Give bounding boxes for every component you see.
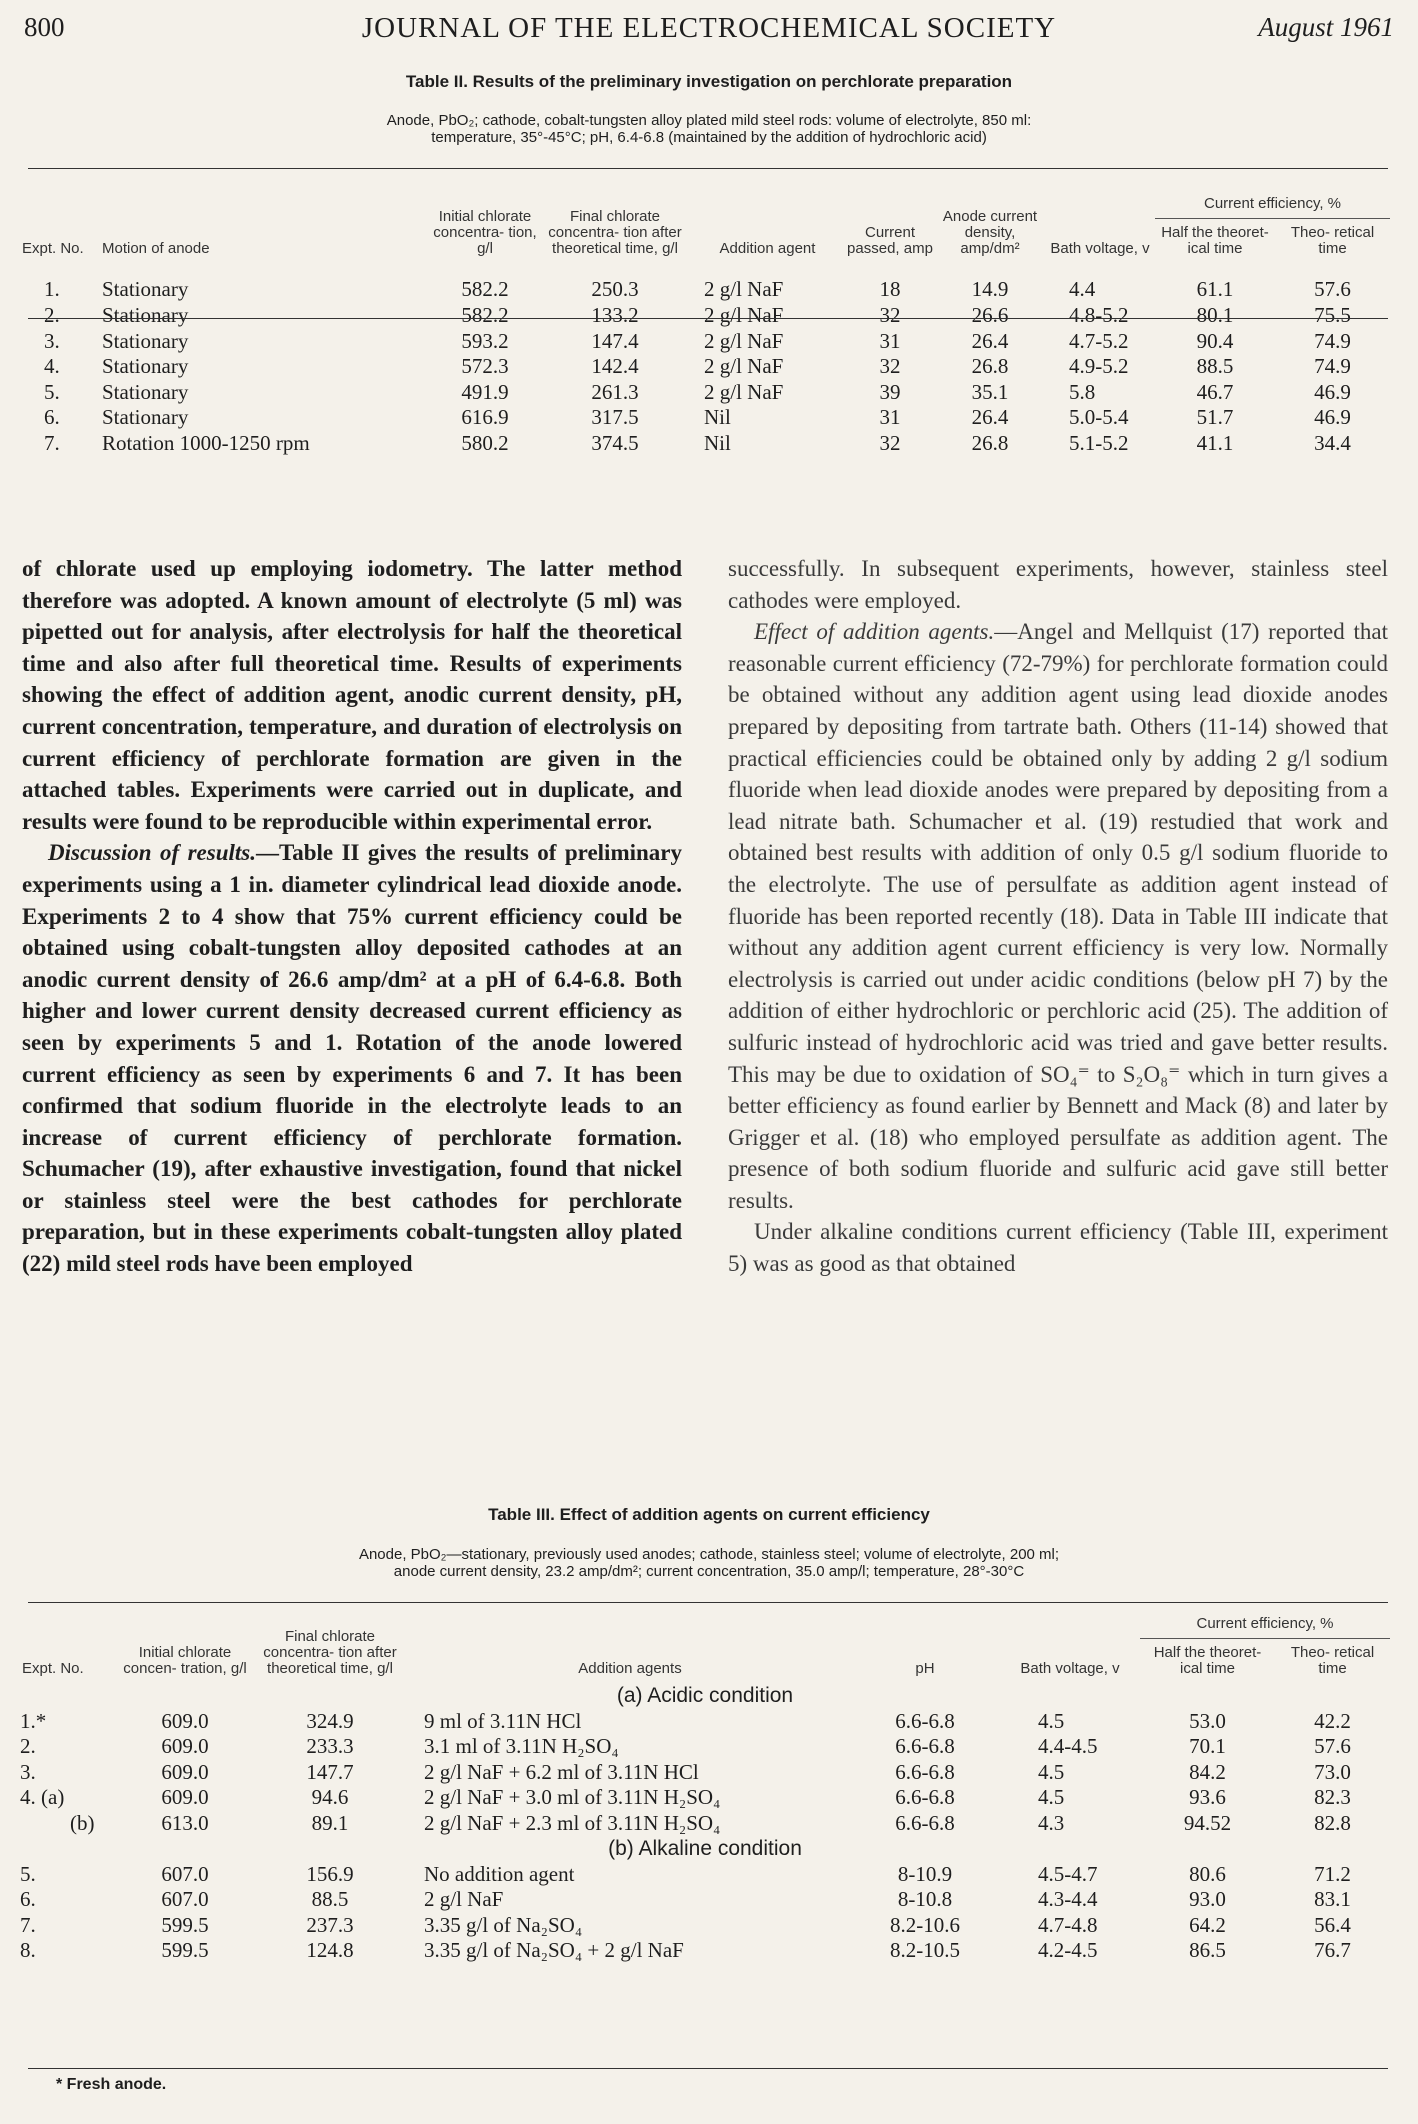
table3-cell-ph: 6.6-6.8 xyxy=(895,1734,955,1758)
table2-cell-density: 26.4 xyxy=(971,328,1009,353)
table3-cell-theo: 57.6 xyxy=(1314,1734,1351,1758)
table2-cell-motion: Stationary xyxy=(102,379,189,404)
table3-cell-agent: 2 g/l NaF + 3.0 ml of 3.11N H₂SO₄ xyxy=(424,1785,721,1809)
table2-cell-voltage: 4.7-5.2 xyxy=(1069,328,1129,353)
table2-note-line2: temperature, 35°-45°C; pH, 6.4-6.8 (maintained by the addition of hydrochloric acid) xyxy=(431,129,987,146)
table2-cell-current: 39 xyxy=(879,379,901,404)
paragraph: of chlorate used up employing iodometry. The latter method therefore was adopted. A known amount of electrolyte (5 ml) was pipetted out for analysis, after electrolysis for half the theoretical time and also after full theoretical time. Results of experiments showing the effect of addition agent, anodic current density, pH, current concentration, temperature, and duration of electrolysis on current efficiency of perchlorate formation are given in the attached tables. Experiments were carried out in duplicate, and results were found to be reproducible within experimental error. xyxy=(22,556,682,834)
table2-cell-initial: 580.2 xyxy=(461,430,509,455)
table3-cell-theo: 83.1 xyxy=(1314,1887,1351,1911)
table3-cell-no: 8. xyxy=(20,1938,36,1962)
table2-cell-current: 31 xyxy=(879,328,901,353)
table2-header-initial: Initial chlorate concentra- tion, g/l xyxy=(433,208,537,257)
table2-cell-motion: Stationary xyxy=(102,328,189,353)
table3-cell-no: 4. (a) xyxy=(20,1785,65,1809)
table3-section-row xyxy=(20,1836,1390,1862)
table3-cell-final: 233.3 xyxy=(306,1734,354,1758)
journal-title: JOURNAL OF THE ELECTROCHEMICAL SOCIETY xyxy=(361,12,1057,44)
paragraph-heading: Effect of addition agents. xyxy=(754,619,995,645)
table2-body xyxy=(20,263,1390,456)
table3-header-half: Half the theoret- ical time xyxy=(1153,1644,1262,1677)
table2-header-half: Half the theoret- ical time xyxy=(1161,224,1269,257)
table3-cell-half: 70.1 xyxy=(1189,1734,1226,1758)
table2-cell-density: 26.8 xyxy=(971,430,1009,455)
table3-cell-final: 88.5 xyxy=(311,1887,349,1911)
table2-note-line1: Anode, PbO₂; cathode, cobalt-tungsten alloy plated mild steel rods: volume of electrolyte, 850 ml: xyxy=(386,112,1032,129)
table2-cell-initial: 593.2 xyxy=(461,328,509,353)
table3-cell-half: 94.52 xyxy=(1183,1810,1232,1835)
table3-header-final: Final chlorate concentra- tion after theoretical time, g/l xyxy=(263,1628,397,1677)
table3-cell-half: 80.6 xyxy=(1189,1861,1226,1886)
table2-cell-final: 261.3 xyxy=(591,379,639,404)
table2-cell-half: 80.1 xyxy=(1196,303,1234,327)
table3-cell-initial: 609.0 xyxy=(161,1785,209,1809)
table-row xyxy=(20,354,1390,380)
table-row xyxy=(20,1760,1390,1786)
table3-cell-initial: 609.0 xyxy=(161,1759,209,1784)
table3-cell-agent: No addition agent xyxy=(424,1861,575,1886)
table3-cell-voltage: 4.3-4.4 xyxy=(1038,1887,1098,1911)
table3-cell-voltage: 4.5 xyxy=(1038,1785,1065,1809)
right-text-column xyxy=(728,553,1388,1280)
table2-cell-initial: 582.2 xyxy=(461,303,509,327)
table3-header-ph: pH xyxy=(915,1660,935,1677)
table3-cell-final: 147.7 xyxy=(306,1759,354,1784)
table2-header-expt: Expt. No. xyxy=(22,240,84,257)
table3-cell-half: 93.0 xyxy=(1189,1887,1226,1911)
table-row xyxy=(20,1913,1390,1939)
table2-cell-density: 26.6 xyxy=(971,303,1009,327)
table2-cell-no: 7. xyxy=(44,430,60,455)
table2-cell-voltage: 5.1-5.2 xyxy=(1069,430,1129,455)
table2-cell-density: 26.8 xyxy=(971,354,1009,378)
table-row xyxy=(20,431,1390,457)
running-header xyxy=(24,10,1394,50)
table3-cell-voltage: 4.4-4.5 xyxy=(1038,1734,1098,1758)
table2-cell-no: 2. xyxy=(44,303,60,327)
table3-cell-ph: 6.6-6.8 xyxy=(895,1759,955,1784)
table3-cell-agent: 2 g/l NaF + 2.3 ml of 3.11N H₂SO₄ xyxy=(424,1810,721,1835)
table-row xyxy=(20,1734,1390,1760)
table-row xyxy=(20,1938,1390,1964)
table2-header-addition: Addition agent xyxy=(719,240,816,257)
table2-cell-theo: 75.5 xyxy=(1314,303,1351,327)
table2-cell-no: 3. xyxy=(44,328,60,353)
table2-cell-agent: 2 g/l NaF xyxy=(704,277,784,302)
table2-cell-final: 133.2 xyxy=(591,303,639,327)
table3-cell-theo: 42.2 xyxy=(1314,1708,1351,1733)
table2-cell-voltage: 5.8 xyxy=(1069,379,1096,404)
paragraph-heading: Discussion of results. xyxy=(48,840,256,866)
table3-cell-half: 64.2 xyxy=(1189,1912,1226,1937)
table3-cell-ph: 8-10.9 xyxy=(897,1861,953,1886)
table2-header-efficiency: Current efficiency, % xyxy=(1155,196,1390,219)
table3-cell-no: 1.* xyxy=(20,1708,47,1733)
table2-header-current: Current passed, amp xyxy=(847,224,933,257)
table3-cell-agent: 2 g/l NaF + 6.2 ml of 3.11N HCl xyxy=(424,1759,699,1784)
table3-cell-half: 86.5 xyxy=(1189,1938,1226,1962)
table3-cell-half: 93.6 xyxy=(1189,1785,1226,1809)
table2-cell-half: 51.7 xyxy=(1196,405,1234,429)
paragraph xyxy=(22,837,682,1279)
table3-cell-no: 6. xyxy=(20,1887,36,1911)
table3-section-row xyxy=(20,1683,1390,1709)
table-row xyxy=(20,303,1390,329)
table2-cell-agent: 2 g/l NaF xyxy=(704,303,784,327)
paragraph: successfully. In subsequent experiments, however, stainless steel cathodes were employed. xyxy=(728,556,1388,613)
table3-cell-theo: 76.7 xyxy=(1314,1938,1351,1962)
table3-cell-initial: 613.0 xyxy=(161,1810,209,1835)
table3-cell-theo: 71.2 xyxy=(1314,1861,1351,1886)
table3-header-agents: Addition agents xyxy=(578,1660,682,1677)
table2-cell-theo: 57.6 xyxy=(1314,277,1351,302)
table2-cell-agent: 2 g/l NaF xyxy=(704,328,784,353)
table-row xyxy=(20,1709,1390,1735)
table2-cell-initial: 582.2 xyxy=(461,277,509,302)
table2-cell-theo: 46.9 xyxy=(1314,405,1351,429)
table3-cell-initial: 599.5 xyxy=(161,1912,209,1937)
table3-cell-initial: 609.0 xyxy=(161,1708,209,1733)
table2-header-motion: Motion of anode xyxy=(102,240,210,257)
table3-note-line1: Anode, PbO₂—stationary, previously used anodes; cathode, stainless steel; volume of electrolyte, 200 ml; xyxy=(358,1546,1060,1563)
table2-cell-current: 18 xyxy=(879,277,901,302)
table3-cell-final: 89.1 xyxy=(311,1810,349,1835)
table-row xyxy=(20,1785,1390,1811)
table2-cell-initial: 572.3 xyxy=(461,354,509,378)
table-row xyxy=(20,1811,1390,1837)
table3-cell-ph: 6.6-6.8 xyxy=(895,1810,955,1835)
table2-cell-motion: Stationary xyxy=(102,277,189,302)
table2-cell-current: 32 xyxy=(879,303,901,327)
table3-header-efficiency: Current efficiency, % xyxy=(1140,1616,1390,1639)
table3-cell-no: 2. xyxy=(20,1734,36,1758)
table3-cell-final: 156.9 xyxy=(306,1861,354,1886)
table2-cell-theo: 34.4 xyxy=(1314,430,1351,455)
table2-top-rule xyxy=(28,168,1388,169)
table3-cell-theo: 73.0 xyxy=(1314,1759,1351,1784)
table2-cell-final: 317.5 xyxy=(591,405,639,429)
table3-cell-final: 324.9 xyxy=(306,1708,354,1733)
paragraph: Under alkaline conditions current efficiency (Table III, experiment 5) was as good as that obtained xyxy=(728,1219,1388,1277)
table2-cell-voltage: 4.4 xyxy=(1069,277,1096,302)
table3-cell-theo: 56.4 xyxy=(1314,1912,1351,1937)
table-row xyxy=(20,263,1390,303)
table3-cell-agent: 9 ml of 3.11N HCl xyxy=(424,1708,582,1733)
table3-cell-voltage: 4.5 xyxy=(1038,1708,1065,1733)
table3-cell-voltage: 4.3 xyxy=(1038,1810,1065,1835)
table2-cell-motion: Rotation 1000-1250 rpm xyxy=(102,430,310,455)
table3-cell-final: 124.8 xyxy=(306,1938,354,1962)
table3-cell-ph: 8.2-10.6 xyxy=(890,1912,960,1937)
table3-body xyxy=(20,1683,1390,1964)
table2-cell-no: 1. xyxy=(44,277,60,302)
table3-cell-no: 3. xyxy=(20,1759,36,1784)
table2-cell-voltage: 5.0-5.4 xyxy=(1069,405,1129,429)
table3-cell-initial: 607.0 xyxy=(161,1861,209,1886)
table3-cell-final: 237.3 xyxy=(306,1912,354,1937)
table3-cell-initial: 607.0 xyxy=(161,1887,209,1911)
table-row xyxy=(20,1862,1390,1888)
table3-cell-no: 5. xyxy=(20,1861,36,1886)
table-row xyxy=(20,1887,1390,1913)
table2-cell-current: 32 xyxy=(879,354,901,378)
table2-cell-motion: Stationary xyxy=(102,303,189,327)
table-row xyxy=(20,405,1390,431)
table3-cell-theo: 82.8 xyxy=(1314,1810,1351,1835)
table3-bottom-rule xyxy=(28,2068,1388,2069)
paragraph-text: —Table II gives the results of preliminary experiments using a 1 in. diameter cylindrical lead dioxide anode. Experiments 2 to 4 show that 75% current efficiency could be obtained using cobalt-tungsten alloy deposited cathodes at an anodic current density of 26.6 amp/dm² at a pH of 6.4-6.8. Both higher and lower current density decreased current efficiency as seen by experiments 5 and 1. Rotation of the anode lowered current efficiency as seen by experiments 6 and 7. It has been confirmed that sodium fluoride in the electrolyte leads to an increase of current efficiency of perchlorate formation. Schumacher (19), after exhaustive investigation, found that nickel or stainless steel were the best cathodes for perchlorate preparation, but in these experiments cobalt-tungsten alloy plated (22) mild steel rods have been employed xyxy=(22,840,682,1277)
table2-cell-density: 14.9 xyxy=(971,277,1009,302)
table2-cell-density: 35.1 xyxy=(971,379,1009,404)
table-row xyxy=(20,329,1390,355)
table3-section-label: (b) Alkaline condition xyxy=(608,1837,802,1860)
table2-cell-current: 31 xyxy=(879,405,901,429)
page-number: 800 xyxy=(24,12,65,42)
footnote: * Fresh anode. xyxy=(56,2076,167,2093)
table2-cell-final: 147.4 xyxy=(591,328,639,353)
table3-cell-agent: 2 g/l NaF xyxy=(424,1887,504,1911)
table3-cell-ph: 6.6-6.8 xyxy=(895,1785,955,1809)
table2-cell-half: 46.7 xyxy=(1196,379,1234,404)
table3-cell-voltage: 4.5-4.7 xyxy=(1038,1861,1098,1886)
table3 xyxy=(20,1616,1390,1964)
table2-cell-no: 4. xyxy=(44,354,60,378)
table3-header-initial: Initial chlorate concen- tration, g/l xyxy=(123,1644,247,1677)
table3-cell-initial: 609.0 xyxy=(161,1734,209,1758)
table2-cell-agent: Nil xyxy=(704,430,731,455)
table3-top-rule xyxy=(28,1602,1388,1603)
table2-cell-final: 250.3 xyxy=(591,277,639,302)
table2-cell-initial: 616.9 xyxy=(461,405,509,429)
table3-section-label: (a) Acidic condition xyxy=(616,1684,794,1707)
table-row xyxy=(20,380,1390,406)
table2-cell-half: 88.5 xyxy=(1196,354,1234,378)
table2-cell-theo: 74.9 xyxy=(1314,354,1351,378)
table2-caption: Table II. Results of the preliminary investigation on perchlorate preparation xyxy=(405,72,1013,91)
table2-cell-no: 5. xyxy=(44,379,60,404)
table2-cell-motion: Stationary xyxy=(102,354,189,378)
table2-cell-half: 90.4 xyxy=(1196,328,1234,353)
table3-cell-initial: 599.5 xyxy=(161,1938,209,1962)
table3-cell-no: 7. xyxy=(20,1912,36,1937)
left-text-column xyxy=(22,553,682,1280)
table2 xyxy=(20,196,1390,456)
table3-cell-ph: 8.2-10.5 xyxy=(890,1938,960,1962)
table2-cell-theo: 46.9 xyxy=(1314,379,1351,404)
table3-cell-theo: 82.3 xyxy=(1314,1785,1351,1809)
table3-cell-agent: 3.35 g/l of Na₂SO₄ + 2 g/l NaF xyxy=(424,1938,684,1962)
table2-cell-voltage: 4.8-5.2 xyxy=(1069,303,1129,327)
paragraph xyxy=(728,616,1388,1216)
table2-header-final: Final chlorate concentra- tion after theoretical time, g/l xyxy=(548,208,682,257)
table2-cell-final: 374.5 xyxy=(591,430,639,455)
table3-cell-half: 84.2 xyxy=(1189,1759,1226,1784)
paragraph-text: —Angel and Mellquist (17) reported that reasonable current efficiency (72-79%) for perchlorate formation could be obtained without any addition agent using lead dioxide anodes prepared by depositing from tartrate bath. Others (11-14) showed that practical efficiencies could be obtained only by adding 2 g/l sodium fluoride when lead dioxide anodes were prepared by depositing from a lead nitrate bath. Schumacher et al. (19) restudied that work and obtained best results with addition of only 0.5 g/l sodium fluoride to the electrolyte. The use of persulfate as addition agent instead of fluoride has been reported recently (18). Data in Table III indicate that without any addition agent current efficiency is very low. Normally electrolysis is carried out under acidic conditions (below pH 7) by the addition of either hydrochloric or perchloric acid (25). The addition of sulfuric instead of hydrochloric acid was tried and gave better results. This may be due to oxidation of SO₄⁼ to S₂O₈⁼ which in turn gives a better efficiency as found earlier by Bennett and Mack (8) and later by Grigger et al. (18) who employed persulfate as addition agent. The presence of both sodium fluoride and sulfuric acid gave still better results. xyxy=(728,619,1389,1213)
table3-cell-agent: 3.35 g/l of Na₂SO₄ xyxy=(424,1912,583,1937)
table2-cell-half: 41.1 xyxy=(1196,430,1234,455)
table3-cell-voltage: 4.2-4.5 xyxy=(1038,1938,1098,1962)
table3-header-theo: Theo- retical time xyxy=(1290,1644,1375,1677)
table3-cell-voltage: 4.7-4.8 xyxy=(1038,1912,1098,1937)
table2-header-density: Anode current density, amp/dm² xyxy=(942,208,1038,257)
table2-cell-initial: 491.9 xyxy=(461,379,509,404)
issue-date: August 1961 xyxy=(1258,12,1394,42)
table3-cell-voltage: 4.5 xyxy=(1038,1759,1065,1784)
table2-cell-theo: 74.9 xyxy=(1314,328,1351,353)
table2-cell-density: 26.4 xyxy=(971,405,1009,429)
table3-cell-final: 94.6 xyxy=(311,1785,349,1809)
table3-cell-ph: 6.6-6.8 xyxy=(895,1708,955,1733)
table3-cell-ph: 8-10.8 xyxy=(897,1887,953,1911)
table2-cell-half: 61.1 xyxy=(1196,277,1234,302)
table3-header-expt: Expt. No. xyxy=(22,1660,84,1677)
table2-cell-final: 142.4 xyxy=(591,354,639,378)
table2-cell-current: 32 xyxy=(879,430,901,455)
table2-cell-agent: Nil xyxy=(704,405,731,429)
table2-header-rule xyxy=(28,318,1388,319)
table3-caption: Table III. Effect of addition agents on current efficiency xyxy=(488,1505,930,1524)
table3-note-line2: anode current density, 23.2 amp/dm²; current concentration, 35.0 amp/l; temperature, 28°-30°C xyxy=(393,1563,1025,1580)
table2-header-theo: Theo- retical time xyxy=(1290,224,1375,257)
table3-header-voltage: Bath voltage, v xyxy=(1020,1660,1120,1677)
table2-cell-no: 6. xyxy=(44,405,60,429)
table3-cell-agent: 3.1 ml of 3.11N H₂SO₄ xyxy=(424,1734,619,1758)
table3-cell-no: (b) xyxy=(70,1810,95,1835)
table2-cell-agent: 2 g/l NaF xyxy=(704,354,784,378)
table2-cell-agent: 2 g/l NaF xyxy=(704,379,784,404)
table2-cell-voltage: 4.9-5.2 xyxy=(1069,354,1129,378)
table3-cell-half: 53.0 xyxy=(1189,1708,1226,1733)
table2-header-voltage: Bath voltage, v xyxy=(1050,240,1150,257)
table2-cell-motion: Stationary xyxy=(102,405,189,429)
